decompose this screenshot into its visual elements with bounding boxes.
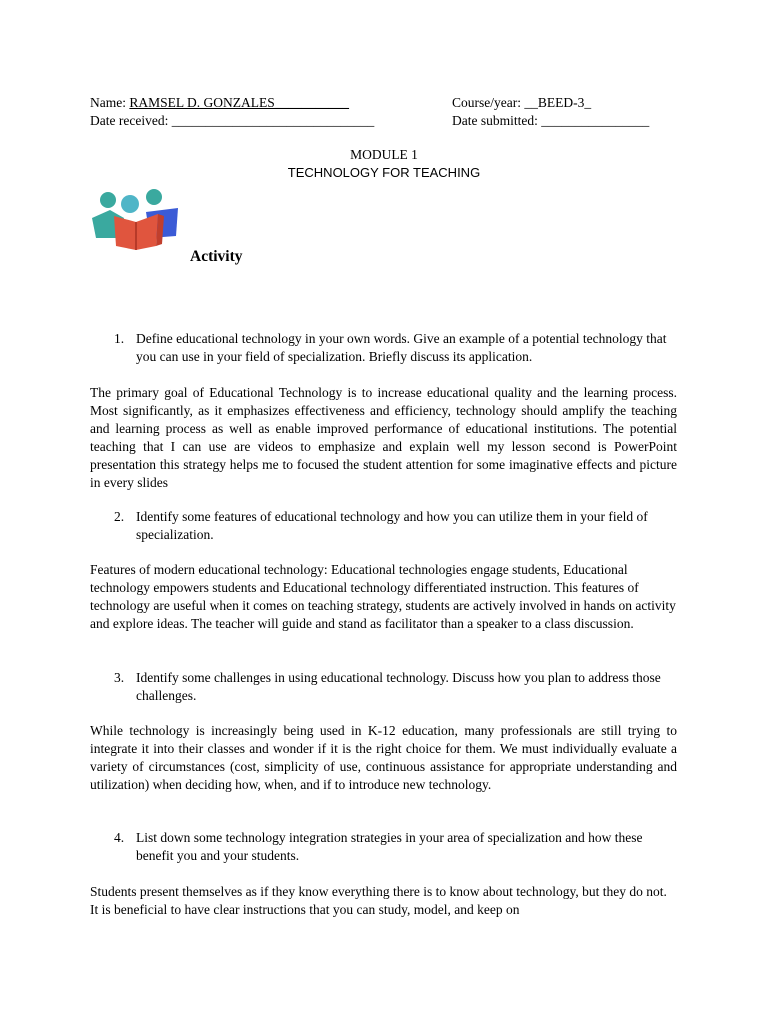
section-title: Activity [190,248,243,265]
name-label: Name: [90,95,126,110]
question-3-number: 3. [114,670,125,685]
question-1-text: Define educational technology in your own words. Give an example of a potential technology that you can use in your field of specialization. Briefly discuss its application. [136,331,667,364]
date-received-label: Date received: [90,113,169,128]
date-submitted-field [452,112,649,130]
people-reading-book-icon [90,188,182,252]
course-year-field [452,94,591,112]
date-received-value: ______________________________ [171,113,375,128]
question-4-number: 4. [114,830,125,845]
question-2-number: 2. [114,509,125,524]
answer-1: The primary goal of Educational Technology is to increase educational quality and the learning process. Most significantly, as it emphasizes effectiveness and efficiency, technology should amplify the teaching and learning process as well as enable improved performance of educational institutions. The potential teaching that I can use are videos to emphasize and explain well my lesson second is PowerPoint presentation this strategy helps me to focused the student attention for some imaginative effects and picture in every slides [90,385,677,490]
question-1-number: 1. [114,331,125,346]
course-label: Course/year: [452,95,521,110]
date-submitted-label: Date submitted: [452,113,538,128]
question-2-text: Identify some features of educational technology and how you can utilize them in your field of specialization. [136,509,648,542]
module-number: MODULE 1 [350,147,418,162]
answer-3: While technology is increasingly being used in K-12 education, many professionals are still trying to integrate it into their classes and wonder if it is the right choice for them. We must individually evaluate a variety of circumstances (cost, simplicity of use, continuous assistance for appropriate understanding and utilization) when deciding how, when, and if to introduce new technology. [90,723,677,792]
name-value: RAMSEL D. GONZALES___________ [129,95,350,110]
question-4-text: List down some technology integration strategies in your area of specialization and how these benefit you and your students. [136,830,643,863]
module-title: TECHNOLOGY FOR TEACHING [287,165,481,180]
name-field [90,94,349,112]
answer-2: Features of modern educational technology: Educational technologies engage students, Educational technology empowers students and Educational technology differentiated instruction. This features of technology are useful when it comes on teaching strategy, students are actively involved in hands on activity and explore ideas. The teacher will guide and stand as facilitator than a speaker to a class discussion. [90,562,676,631]
course-value: __BEED-3_ [524,95,592,110]
date-received-field [90,112,374,130]
date-submitted-value: ________________ [541,113,650,128]
question-3-text: Identify some challenges in using educational technology. Discuss how you plan to address those challenges. [136,670,661,703]
answer-4: Students present themselves as if they know everything there is to know about technology, but they do not. It is beneficial to have clear instructions that you can study, model, and keep on [90,884,667,917]
